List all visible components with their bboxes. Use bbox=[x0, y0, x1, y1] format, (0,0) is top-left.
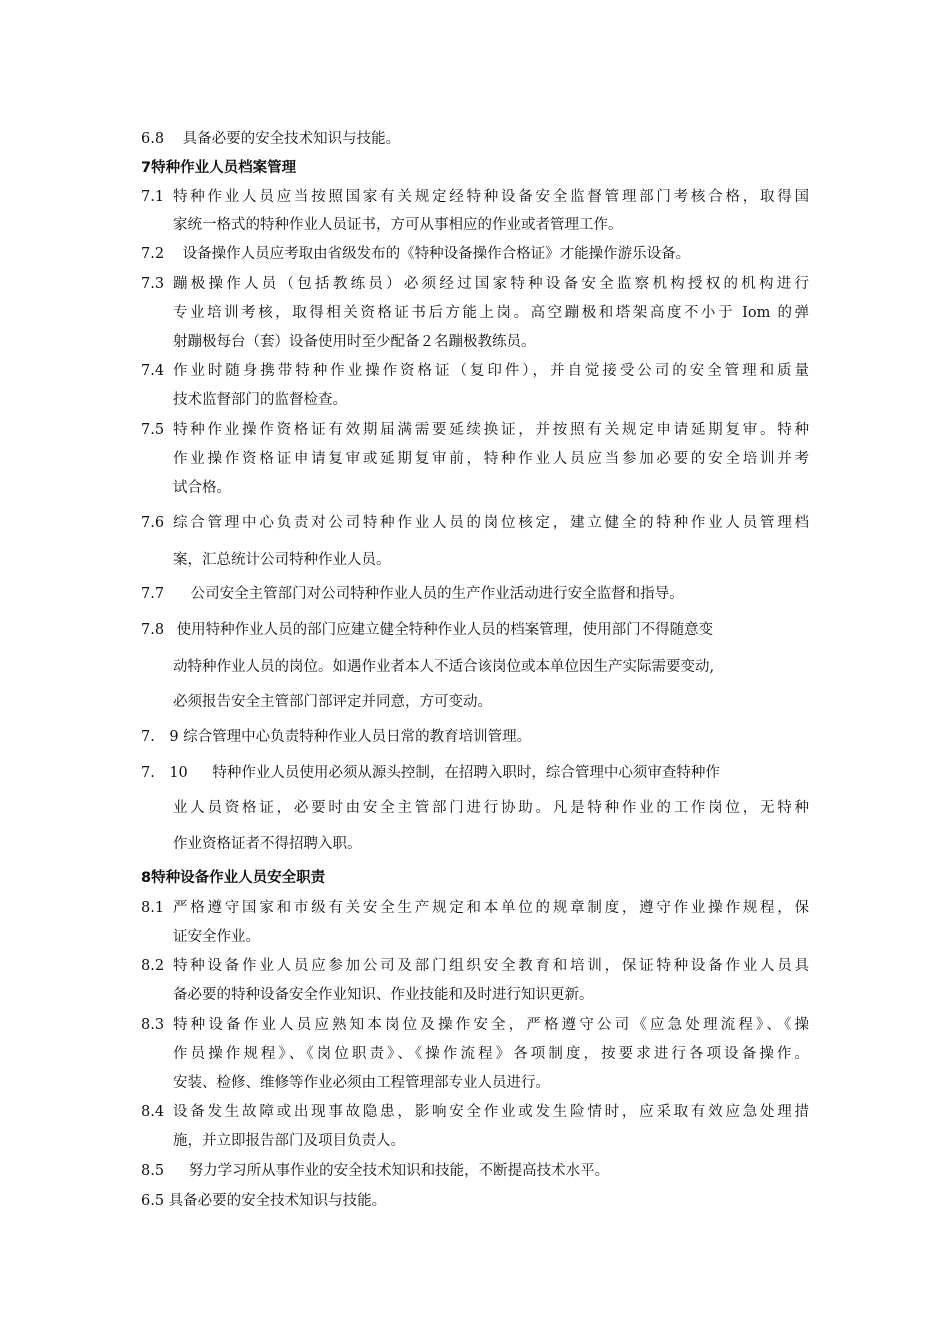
clause-text: 综合管理中心负责特种作业人员日常的教育培训管理。 bbox=[183, 729, 532, 745]
clause-number: 7. 10 bbox=[141, 765, 188, 781]
clause-number: 6.8 bbox=[141, 131, 165, 147]
clause-text: 特种作业人员使用必须从源头控制，在招聘入职时，综合管理中心须审查特种作 bbox=[212, 765, 720, 781]
clause-text: 具备必要的安全技术知识与技能。 bbox=[168, 1193, 387, 1209]
clause-text-continuation: 施，并立即报告部门及项目负责人。 bbox=[173, 1133, 405, 1149]
clause-number: 7.2 bbox=[141, 246, 165, 262]
clause-number: 7.3 bbox=[141, 276, 165, 292]
clause-text-continuation: 作业资格证者不得招聘入职。 bbox=[173, 836, 362, 852]
clause-7-10 bbox=[141, 763, 720, 783]
clause-text-continuation: 试合格。 bbox=[173, 480, 231, 496]
clause-text: 公司安全主管部门对公司特种作业人员的生产作业活动进行安全监督和指导。 bbox=[190, 586, 684, 602]
clause-text-continuation bbox=[173, 449, 809, 469]
clause-7-5 bbox=[141, 420, 809, 440]
clause-text: 作员操作规程》、《岗位职责》、《操作流程》各项制度，按要求进行各项设备操作。 bbox=[173, 1046, 809, 1062]
clause-7-2 bbox=[141, 244, 690, 264]
clause-6-5 bbox=[141, 1191, 386, 1211]
clause-7-6 bbox=[141, 513, 809, 533]
clause-7-9 bbox=[141, 727, 531, 747]
clause-8-3 bbox=[141, 1015, 809, 1035]
clause-text: 综合管理中心负责对公司特种作业人员的岗位核定，建立健全的特种作业人员管理档 bbox=[173, 515, 809, 531]
clause-text-continuation bbox=[173, 798, 809, 818]
clause-7-1 bbox=[141, 187, 809, 207]
clause-number: 6.5 bbox=[141, 1193, 165, 1209]
clause-text: 蹦极操作人员（包括教练员）必须经过国家特种设备安全监察机构授权的机构进行 bbox=[173, 276, 809, 292]
clause-text: 特种设备作业人员应熟知本岗位及操作安全，严格遵守公司《应急处理流程》、《操 bbox=[173, 1017, 809, 1033]
clause-number: 7.1 bbox=[141, 189, 165, 205]
clause-text-continuation: 必须报告安全主管部门部评定并同意，方可变动。 bbox=[173, 694, 492, 710]
clause-text-continuation: 证安全作业。 bbox=[173, 929, 260, 945]
clause-number: 7.5 bbox=[141, 422, 165, 438]
section-heading-8: 8特种设备作业人员安全职责 bbox=[141, 870, 326, 886]
clause-8-5 bbox=[141, 1161, 609, 1181]
clause-7-3 bbox=[141, 274, 809, 294]
clause-6-8 bbox=[141, 129, 400, 149]
clause-text-continuation: 动特种作业人员的岗位。如遇作业者本人不适合该岗位或本单位因生产实际需要变动, bbox=[173, 659, 715, 675]
clause-text: 专业培训考核，取得相关资格证书后方能上岗。高空蹦极和塔架高度不小于 Iom 的弹 bbox=[173, 305, 809, 321]
clause-text: 使用特种作业人员的部门应建立健全特种作业人员的档案管理，使用部门不得随意变 bbox=[176, 622, 714, 638]
clause-number: 8.2 bbox=[141, 958, 165, 974]
clause-text: 特种设备作业人员应参加公司及部门组织安全教育和培训，保证特种设备作业人员具 bbox=[173, 958, 809, 974]
clause-8-4 bbox=[141, 1102, 809, 1122]
clause-text-continuation: 备必要的特种设备安全作业知识、作业技能和及时进行知识更新。 bbox=[173, 987, 594, 1003]
clause-text-continuation: 家统一格式的特种作业人员证书，方可从事相应的作业或者管理工作。 bbox=[173, 217, 623, 233]
clause-number: 7.7 bbox=[141, 586, 165, 602]
clause-number: 8.1 bbox=[141, 900, 165, 916]
clause-text-continuation: 技术监督部门的监督检查。 bbox=[173, 392, 347, 408]
clause-text: 特种作业人员应当按照国家有关规定经特种设备安全监督管理部门考核合格，取得国 bbox=[173, 189, 809, 205]
clause-7-8 bbox=[141, 620, 713, 640]
clause-8-1 bbox=[141, 898, 809, 918]
clause-text: 设备操作人员应考取由省级发布的《特种设备操作合格证》才能操作游乐设备。 bbox=[182, 246, 691, 262]
clause-text: 努力学习所从事作业的安全技术知识和技能，不断提高技术水平。 bbox=[188, 1163, 610, 1179]
clause-text-continuation: 案，汇总统计公司特种作业人员。 bbox=[173, 552, 391, 568]
clause-8-2 bbox=[141, 956, 809, 976]
clause-text: 设备发生故障或出现事故隐患，影响安全作业或发生险情时，应采取有效应急处理措 bbox=[173, 1104, 809, 1120]
clause-text: 具备必要的安全技术知识与技能。 bbox=[182, 131, 401, 147]
clause-number: 7.8 bbox=[141, 622, 165, 638]
clause-text: 严格遵守国家和市级有关安全生产规定和本单位的规章制度，遵守作业操作规程，保 bbox=[173, 900, 809, 916]
clause-text-continuation: 射蹦极每台（套）设备使用时至少配备２名蹦极教练员。 bbox=[173, 334, 536, 350]
clause-text-continuation: 安装、检修、维修等作业必须由工程管理部专业人员进行。 bbox=[173, 1075, 550, 1091]
clause-text: 特种作业操作资格证有效期届满需要延续换证，并按照有关规定申请延期复审。特种 bbox=[173, 422, 809, 438]
clause-text: 业人员资格证，必要时由安全主管部门进行协助。凡是特种作业的工作岗位，无特种 bbox=[173, 800, 809, 816]
clause-7-4 bbox=[141, 361, 809, 381]
clause-number: 7.4 bbox=[141, 363, 165, 379]
clause-text: 作业时随身携带特种作业操作资格证（复印件），并自觉接受公司的安全管理和质量 bbox=[173, 363, 809, 379]
clause-7-7 bbox=[141, 584, 684, 604]
section-heading-7: 7特种作业人员档案管理 bbox=[141, 160, 297, 176]
clause-number: 8.5 bbox=[141, 1163, 165, 1179]
clause-number: 7.6 bbox=[141, 515, 165, 531]
clause-text: 作业操作资格证申请复审或延期复审前，特种作业人员应当参加必要的安全培训并考 bbox=[173, 451, 809, 467]
clause-number: 8.3 bbox=[141, 1017, 165, 1033]
clause-number: 8.4 bbox=[141, 1104, 165, 1120]
clause-text-continuation bbox=[173, 1044, 809, 1064]
clause-number: 7. 9 bbox=[141, 729, 179, 745]
clause-text-continuation bbox=[173, 303, 809, 323]
